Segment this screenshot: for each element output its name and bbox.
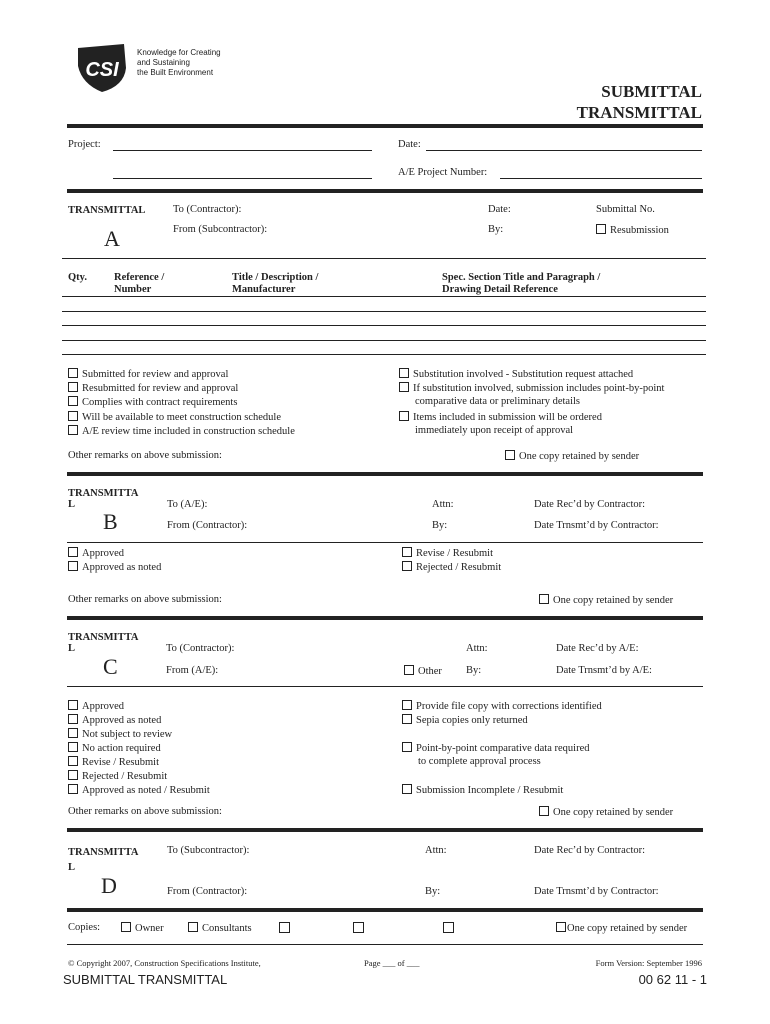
- check-label: Revise / Resubmit: [416, 548, 493, 559]
- checkbox[interactable]: [68, 700, 78, 710]
- ae-project-number-field[interactable]: [500, 178, 702, 179]
- section-d-attn: Attn:: [425, 845, 447, 856]
- copies-retained[interactable]: [556, 922, 687, 934]
- check-item[interactable]: [68, 547, 124, 559]
- check-label: Approved: [82, 548, 124, 559]
- footer-form-version: Form Version: September 1996: [595, 958, 702, 968]
- checkbox[interactable]: [68, 425, 78, 435]
- checkbox[interactable]: [402, 700, 412, 710]
- table-row-line[interactable]: [62, 311, 706, 312]
- section-a-retained[interactable]: [505, 450, 639, 462]
- logo-letters: CSI: [85, 59, 119, 81]
- section-c-date-recd: Date Rec’d by A/E:: [556, 643, 639, 654]
- ae-project-number-label: A/E Project Number:: [398, 167, 488, 178]
- section-c-from: From (A/E):: [166, 665, 219, 676]
- label-line: TRANSMITTA: [68, 847, 139, 858]
- checkbox[interactable]: [556, 922, 566, 932]
- check-item[interactable]: [68, 770, 167, 782]
- section-d-letter: D: [101, 873, 117, 898]
- table-row-line[interactable]: [62, 296, 706, 297]
- retained-label: One copy retained by sender: [567, 923, 688, 934]
- section-b-remarks: Other remarks on above submission:: [68, 594, 222, 605]
- section-c-retained[interactable]: [539, 806, 673, 818]
- divider: [67, 616, 703, 620]
- tagline-line: and Sustaining: [137, 58, 190, 67]
- check-label: Approved: [82, 701, 124, 712]
- retained-label: One copy retained by sender: [553, 807, 674, 818]
- checkbox[interactable]: [399, 411, 409, 421]
- checkbox[interactable]: [68, 784, 78, 794]
- checkbox[interactable]: [539, 594, 549, 604]
- csi-shield-icon: [74, 42, 130, 94]
- checkbox[interactable]: [121, 922, 131, 932]
- checkbox[interactable]: [68, 396, 78, 406]
- checkbox[interactable]: [399, 368, 409, 378]
- checkbox[interactable]: [68, 770, 78, 780]
- table-row-line[interactable]: [62, 325, 706, 326]
- project-label: Project:: [68, 139, 101, 150]
- consultants-label: Consultants: [202, 923, 252, 934]
- section-b-retained[interactable]: [539, 594, 673, 606]
- check-label: Will be available to meet construction schedule: [82, 412, 282, 423]
- title-line: SUBMITTAL: [601, 82, 702, 101]
- table-row-line[interactable]: [62, 340, 706, 341]
- section-d-to: To (Subcontractor):: [167, 845, 250, 856]
- check-label: Not subject to review: [82, 729, 173, 740]
- col-text: Number: [114, 284, 152, 295]
- col-text: Reference /: [114, 272, 165, 283]
- check-label: Sepia copies only returned: [416, 715, 528, 726]
- section-d-from: From (Contractor):: [167, 886, 248, 897]
- section-c-other[interactable]: [404, 665, 442, 677]
- section-c-letter: C: [103, 654, 118, 679]
- checkbox[interactable]: [68, 714, 78, 724]
- col-title: [232, 272, 318, 296]
- check-label: Submitted for review and approval: [82, 369, 229, 380]
- section-b-letter: B: [103, 509, 118, 534]
- section-c-by: By:: [466, 665, 482, 676]
- section-a-remarks: Other remarks on above submission:: [68, 450, 222, 461]
- check-text-cont: immediately upon receipt of approval: [415, 425, 574, 436]
- date-label: Date:: [398, 139, 421, 150]
- tagline-line: the Built Environment: [137, 68, 214, 77]
- checkbox[interactable]: [539, 806, 549, 816]
- page-title: [577, 81, 702, 123]
- check-label: Rejected / Resubmit: [82, 771, 168, 782]
- divider: [67, 828, 703, 832]
- retained-label: One copy retained by sender: [519, 451, 640, 462]
- check-label: Approved as noted: [82, 562, 162, 573]
- check-item[interactable]: [402, 547, 493, 559]
- check-text-cont: to complete approval process: [418, 756, 541, 767]
- retained-label: One copy retained by sender: [553, 595, 674, 606]
- section-a-to: To (Contractor):: [173, 204, 242, 215]
- checkbox[interactable]: [68, 547, 78, 557]
- divider: [67, 124, 703, 128]
- section-a-date: Date:: [488, 204, 511, 215]
- section-b-to: To (A/E):: [167, 499, 208, 510]
- check-item[interactable]: [68, 756, 159, 768]
- section-a-letter: A: [104, 226, 120, 251]
- resubmission-check[interactable]: [596, 224, 669, 236]
- title-line: TRANSMITTAL: [576, 103, 702, 122]
- check-item[interactable]: [68, 425, 295, 437]
- checkbox[interactable]: [68, 368, 78, 378]
- copies-consultants[interactable]: [188, 922, 252, 934]
- date-field[interactable]: [426, 150, 702, 151]
- col-text: Spec. Section Title and Paragraph /: [442, 272, 601, 283]
- section-c-attn: Attn:: [466, 643, 488, 654]
- csi-logo: [74, 42, 130, 94]
- divider: [67, 908, 703, 912]
- section-a-from: From (Subcontractor):: [173, 224, 268, 235]
- col-text: Manufacturer: [232, 284, 296, 295]
- check-label: Rejected / Resubmit: [416, 562, 502, 573]
- divider: [67, 686, 703, 687]
- checkbox[interactable]: [596, 224, 606, 234]
- check-label: Approved as noted / Resubmit: [82, 785, 210, 796]
- check-label: Complies with contract requirements: [82, 397, 238, 408]
- checkbox[interactable]: [402, 784, 412, 794]
- section-d-date-recd: Date Rec’d by Contractor:: [534, 845, 646, 856]
- check-item[interactable]: [68, 784, 210, 796]
- divider: [62, 258, 706, 259]
- check-label: Items included in submission will be ordered: [413, 412, 602, 423]
- checkbox[interactable]: [68, 382, 78, 392]
- copies-owner[interactable]: [121, 922, 164, 934]
- check-item[interactable]: [68, 728, 172, 740]
- check-label: No action required: [82, 743, 161, 754]
- check-item[interactable]: [399, 368, 633, 380]
- section-a-label: TRANSMITTAL: [68, 205, 146, 216]
- divider: [67, 944, 703, 945]
- checkbox[interactable]: [68, 742, 78, 752]
- checkbox[interactable]: [68, 756, 78, 766]
- divider: [67, 542, 703, 543]
- divider: [67, 472, 703, 476]
- check-label: If substitution involved, submission includes point-by-point: [413, 383, 665, 394]
- check-item[interactable]: [68, 382, 238, 394]
- check-label: Approved as noted: [82, 715, 162, 726]
- section-a-by: By:: [488, 224, 504, 235]
- check-item[interactable]: [402, 561, 501, 573]
- footer-doc-name: SUBMITTAL TRANSMITTAL: [63, 972, 228, 987]
- section-b-date-recd: Date Rec’d by Contractor:: [534, 499, 646, 510]
- label-line: TRANSMITTA: [68, 488, 139, 499]
- col-qty: Qty.: [68, 272, 87, 283]
- check-label: Revise / Resubmit: [82, 757, 159, 768]
- check-label: Submission Incomplete / Resubmit: [416, 785, 564, 796]
- check-item[interactable]: [68, 396, 237, 408]
- check-label: Resubmitted for review and approval: [82, 383, 239, 394]
- check-item[interactable]: [68, 561, 161, 573]
- check-item[interactable]: [399, 411, 602, 423]
- check-item[interactable]: [68, 742, 161, 754]
- checkbox[interactable]: [505, 450, 515, 460]
- section-b-by: By:: [432, 520, 448, 531]
- section-b-attn: Attn:: [432, 499, 454, 510]
- check-item[interactable]: [402, 742, 590, 754]
- other-label: Other: [418, 666, 442, 677]
- copies-blank-checkbox[interactable]: [443, 922, 454, 933]
- section-d-date-trnsmtd: Date Trnsmt’d by Contractor:: [534, 886, 659, 897]
- check-item[interactable]: [68, 714, 161, 726]
- label-line: TRANSMITTA: [68, 632, 139, 643]
- check-label: Point-by-point comparative data required: [416, 743, 590, 754]
- checkbox[interactable]: [188, 922, 198, 932]
- copies-blank-checkbox[interactable]: [353, 922, 364, 933]
- section-c-to: To (Contractor):: [166, 643, 235, 654]
- check-label: Provide file copy with corrections identified: [416, 701, 602, 712]
- check-text-cont: comparative data or preliminary details: [415, 396, 581, 407]
- checkbox[interactable]: [68, 561, 78, 571]
- section-c-remarks: Other remarks on above submission:: [68, 806, 222, 817]
- checkbox[interactable]: [68, 411, 78, 421]
- checkbox[interactable]: [402, 547, 412, 557]
- checkbox[interactable]: [402, 714, 412, 724]
- section-c-label: [68, 632, 138, 654]
- table-row-line[interactable]: [62, 354, 706, 355]
- footer-copyright: © Copyright 2007, Construction Specifications Institute,: [68, 958, 261, 968]
- check-item[interactable]: [68, 700, 124, 712]
- section-d-label: [68, 845, 138, 875]
- submittal-no-label: Submittal No.: [596, 204, 655, 215]
- check-label: Substitution involved - Substitution request attached: [413, 369, 634, 380]
- check-item[interactable]: [402, 700, 602, 712]
- section-c-date-trnsmtd: Date Trnsmt’d by A/E:: [556, 665, 652, 676]
- checkbox[interactable]: [68, 728, 78, 738]
- project-field-line2[interactable]: [113, 178, 372, 179]
- check-label: A/E review time included in construction schedule: [82, 426, 295, 437]
- checkbox[interactable]: [402, 742, 412, 752]
- col-text: Drawing Detail Reference: [442, 284, 558, 295]
- col-text: Title / Description /: [232, 272, 319, 283]
- copies-label: Copies:: [68, 922, 101, 933]
- divider: [67, 189, 703, 193]
- project-field[interactable]: [113, 150, 372, 151]
- checkbox[interactable]: [404, 665, 414, 675]
- check-item[interactable]: [68, 411, 281, 423]
- section-b-label: [68, 488, 138, 510]
- resubmission-label: Resubmission: [610, 225, 669, 236]
- checkbox[interactable]: [399, 382, 409, 392]
- section-b-date-trnsmtd: Date Trnsmt’d by Contractor:: [534, 520, 659, 531]
- section-d-by: By:: [425, 886, 441, 897]
- owner-label: Owner: [135, 923, 164, 934]
- col-reference: [114, 272, 164, 296]
- section-b-from: From (Contractor):: [167, 520, 248, 531]
- tagline-line: Knowledge for Creating: [137, 48, 221, 57]
- check-item[interactable]: [402, 784, 563, 796]
- checkbox[interactable]: [402, 561, 412, 571]
- label-line: L: [68, 499, 76, 510]
- footer-doc-number: 00 62 11 - 1: [638, 972, 707, 987]
- label-line: L: [68, 643, 76, 654]
- check-item[interactable]: [399, 382, 664, 394]
- logo-tagline: [137, 48, 221, 78]
- col-spec: [442, 272, 600, 296]
- footer-page: Page ___ of ___: [364, 958, 420, 968]
- check-item[interactable]: [68, 368, 228, 380]
- copies-blank-checkbox[interactable]: [279, 922, 290, 933]
- label-line: L: [68, 862, 76, 873]
- check-item[interactable]: [402, 714, 528, 726]
